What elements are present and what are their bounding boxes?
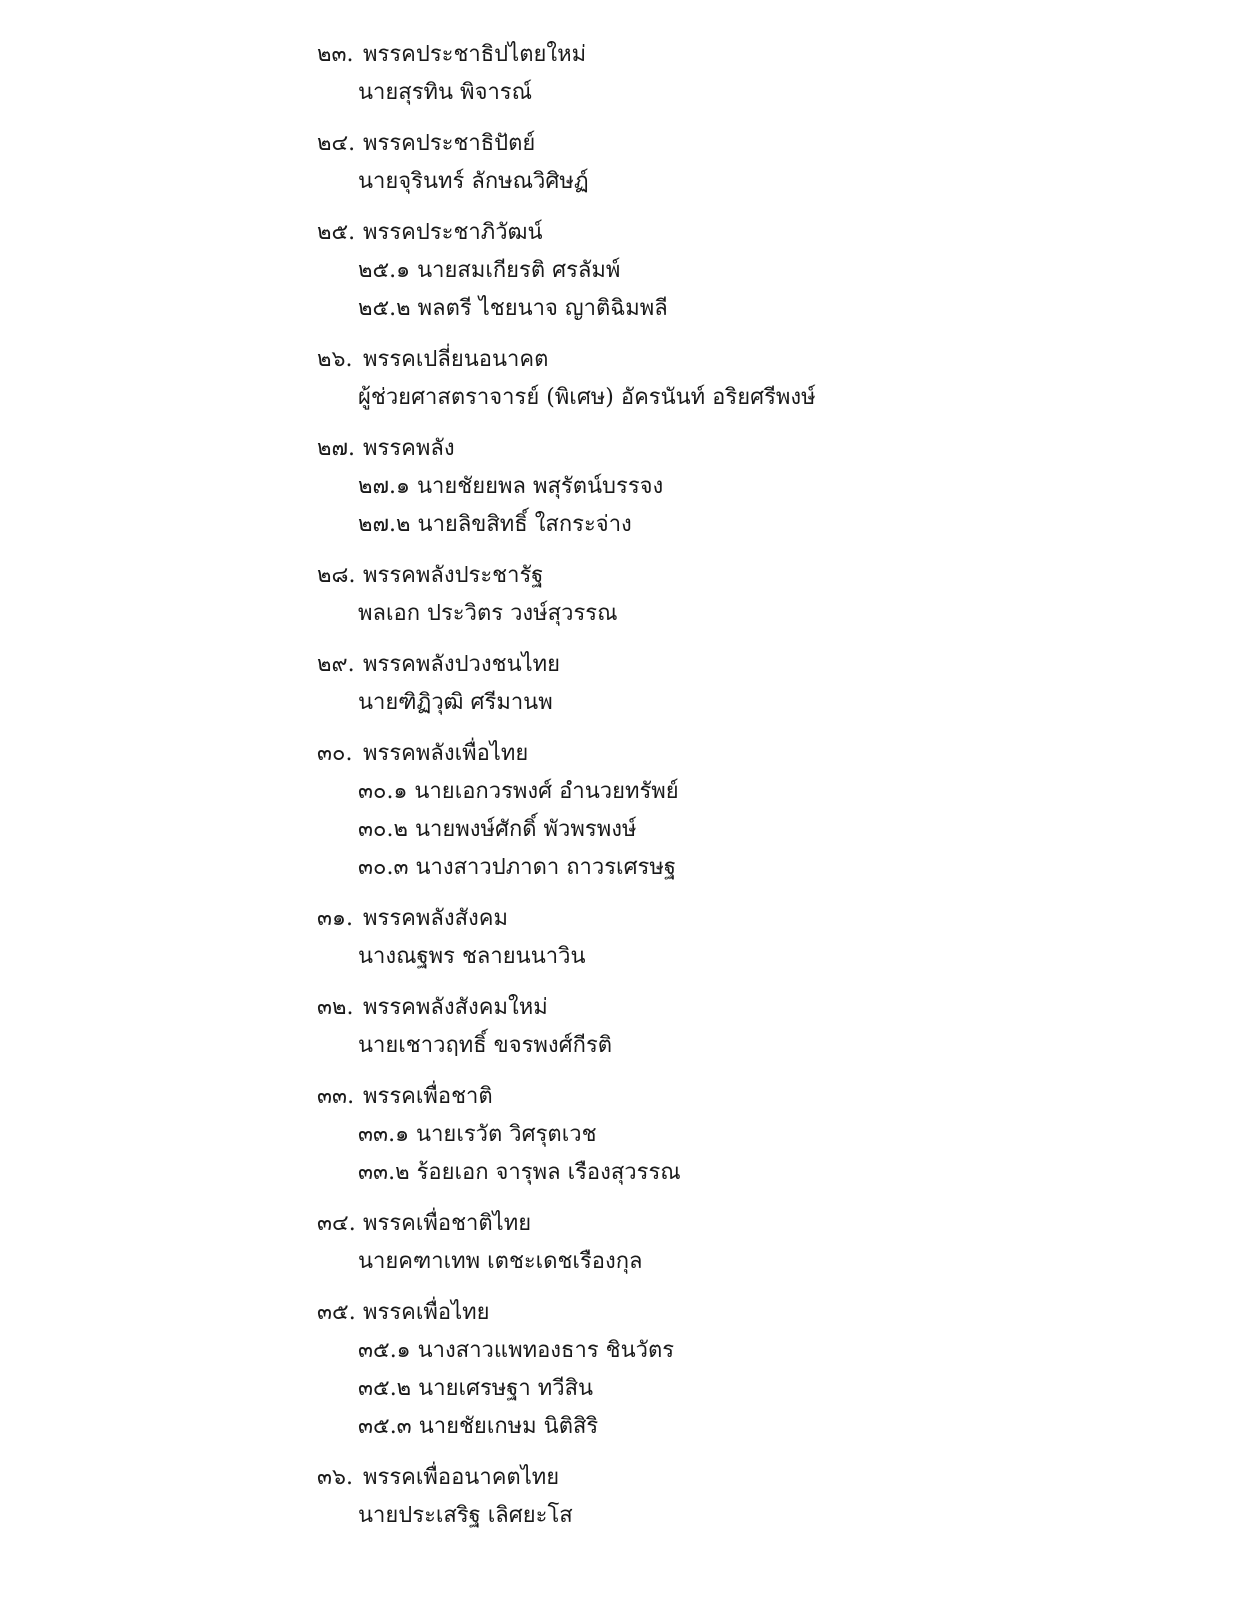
leader-list bbox=[317, 74, 1137, 112]
party-heading bbox=[317, 1205, 1137, 1243]
leader-list bbox=[317, 468, 1137, 544]
party-heading bbox=[317, 646, 1137, 684]
party-leader: นายประเสริฐ เลิศยะโส bbox=[358, 1503, 573, 1528]
party-heading bbox=[317, 1078, 1137, 1116]
party-leader: ๓๐.๒ นายพงษ์ศักดิ์ พัวพรพงษ์ bbox=[358, 817, 637, 842]
party-name: พรรคประชาธิปัตย์ bbox=[363, 131, 536, 156]
leader-list bbox=[317, 1116, 1137, 1192]
leader-list bbox=[317, 938, 1137, 976]
party-number: ๓๓. bbox=[317, 1084, 355, 1109]
party-heading bbox=[317, 1459, 1137, 1497]
party-entry bbox=[317, 341, 1137, 417]
party-leader: ผู้ช่วยศาสตราจารย์ (พิเศษ) อัครนันท์ อริยศรีพงษ์ bbox=[358, 385, 816, 410]
party-leader: นายฑิฏิวุฒิ ศรีมานพ bbox=[358, 690, 553, 715]
party-number: ๒๗. bbox=[317, 436, 356, 461]
party-number: ๒๘. bbox=[317, 563, 356, 588]
party-name: พรรคเพื่อชาติไทย bbox=[363, 1211, 532, 1236]
party-name: พรรคเพื่ออนาคตไทย bbox=[363, 1465, 560, 1490]
party-number: ๒๓. bbox=[317, 42, 354, 67]
party-name: พรรคพลัง bbox=[363, 436, 455, 461]
leader-list bbox=[317, 1243, 1137, 1281]
party-heading bbox=[317, 989, 1137, 1027]
party-name: พรรคพลังสังคม bbox=[363, 906, 508, 931]
leader-list bbox=[317, 1497, 1137, 1535]
party-leader: ๓๕.๓ นายชัยเกษม นิติสิริ bbox=[358, 1414, 599, 1439]
leader-list bbox=[317, 163, 1137, 201]
party-leader: ๓๕.๒ นายเศรษฐา ทวีสิน bbox=[358, 1376, 594, 1401]
party-number: ๓๒. bbox=[317, 995, 354, 1020]
party-number: ๒๖. bbox=[317, 347, 353, 372]
party-name: พรรคพลังประชารัฐ bbox=[363, 563, 544, 588]
party-list bbox=[317, 36, 1137, 1548]
party-number: ๓๕. bbox=[317, 1300, 356, 1325]
party-entry bbox=[317, 1205, 1137, 1281]
party-leader: ๒๗.๑ นายชัยยพล พสุรัตน์บรรจง bbox=[358, 474, 664, 499]
party-entry bbox=[317, 125, 1137, 201]
party-number: ๓๐. bbox=[317, 741, 353, 766]
party-leader: ๒๗.๒ นายลิขสิทธิ์ ใสกระจ่าง bbox=[358, 512, 632, 537]
party-name: พรรคพลังปวงชนไทย bbox=[363, 652, 561, 677]
party-entry bbox=[317, 430, 1137, 544]
party-leader: ๒๕.๒ พลตรี ไชยนาจ ญาติฉิมพลี bbox=[358, 296, 668, 321]
party-leader: ๒๕.๑ นายสมเกียรติ ศรลัมพ์ bbox=[358, 258, 621, 283]
party-leader: นายคฑาเทพ เตชะเดชเรืองกุล bbox=[358, 1249, 643, 1274]
party-heading bbox=[317, 125, 1137, 163]
party-number: ๓๖. bbox=[317, 1465, 353, 1490]
leader-list bbox=[317, 252, 1137, 328]
party-leader: นางณฐพร ชลายนนาวิน bbox=[358, 944, 586, 969]
party-entry bbox=[317, 900, 1137, 976]
party-heading bbox=[317, 1294, 1137, 1332]
party-name: พรรคพลังเพื่อไทย bbox=[363, 741, 529, 766]
party-entry bbox=[317, 214, 1137, 328]
party-name: พรรคประชาภิวัฒน์ bbox=[363, 220, 543, 245]
leader-list bbox=[317, 773, 1137, 887]
party-leader: ๓๐.๓ นางสาวปภาดา ถาวรเศรษฐ bbox=[358, 855, 677, 880]
party-heading bbox=[317, 900, 1137, 938]
party-leader: พลเอก ประวิตร วงษ์สุวรรณ bbox=[358, 601, 618, 626]
party-entry bbox=[317, 557, 1137, 633]
party-entry bbox=[317, 735, 1137, 887]
party-name: พรรคประชาธิปไตยใหม่ bbox=[363, 42, 587, 67]
party-leader: นายเชาวฤทธิ์ ขจรพงศ์กีรติ bbox=[358, 1033, 613, 1058]
party-leader: ๓๓.๑ นายเรวัต วิศรุตเวช bbox=[358, 1122, 597, 1147]
party-heading bbox=[317, 430, 1137, 468]
party-heading bbox=[317, 214, 1137, 252]
party-leader: ๓๐.๑ นายเอกวรพงศ์ อำนวยทรัพย์ bbox=[358, 779, 679, 804]
party-heading bbox=[317, 341, 1137, 379]
party-leader: ๓๓.๒ ร้อยเอก จารุพล เรืองสุวรรณ bbox=[358, 1160, 681, 1185]
party-heading bbox=[317, 36, 1137, 74]
party-entry bbox=[317, 646, 1137, 722]
leader-list bbox=[317, 1332, 1137, 1446]
party-number: ๓๔. bbox=[317, 1211, 356, 1236]
leader-list bbox=[317, 1027, 1137, 1065]
party-leader: นายจุรินทร์ ลักษณวิศิษฏ์ bbox=[358, 169, 589, 194]
party-entry bbox=[317, 989, 1137, 1065]
party-number: ๒๔. bbox=[317, 131, 356, 156]
party-number: ๒๕. bbox=[317, 220, 356, 245]
party-leader: ๓๕.๑ นางสาวแพทองธาร ชินวัตร bbox=[358, 1338, 675, 1363]
leader-list bbox=[317, 379, 1137, 417]
party-entry bbox=[317, 1459, 1137, 1535]
party-heading bbox=[317, 557, 1137, 595]
party-name: พรรคเพื่อชาติ bbox=[363, 1084, 493, 1109]
party-entry bbox=[317, 1078, 1137, 1192]
party-name: พรรคพลังสังคมใหม่ bbox=[363, 995, 548, 1020]
leader-list bbox=[317, 684, 1137, 722]
party-number: ๒๙. bbox=[317, 652, 355, 677]
party-leader: นายสุรทิน พิจารณ์ bbox=[358, 80, 533, 105]
party-name: พรรคเพื่อไทย bbox=[363, 1300, 490, 1325]
party-entry bbox=[317, 1294, 1137, 1446]
party-number: ๓๑. bbox=[317, 906, 353, 931]
party-heading bbox=[317, 735, 1137, 773]
party-name: พรรคเปลี่ยนอนาคต bbox=[363, 347, 549, 372]
party-entry bbox=[317, 36, 1137, 112]
leader-list bbox=[317, 595, 1137, 633]
